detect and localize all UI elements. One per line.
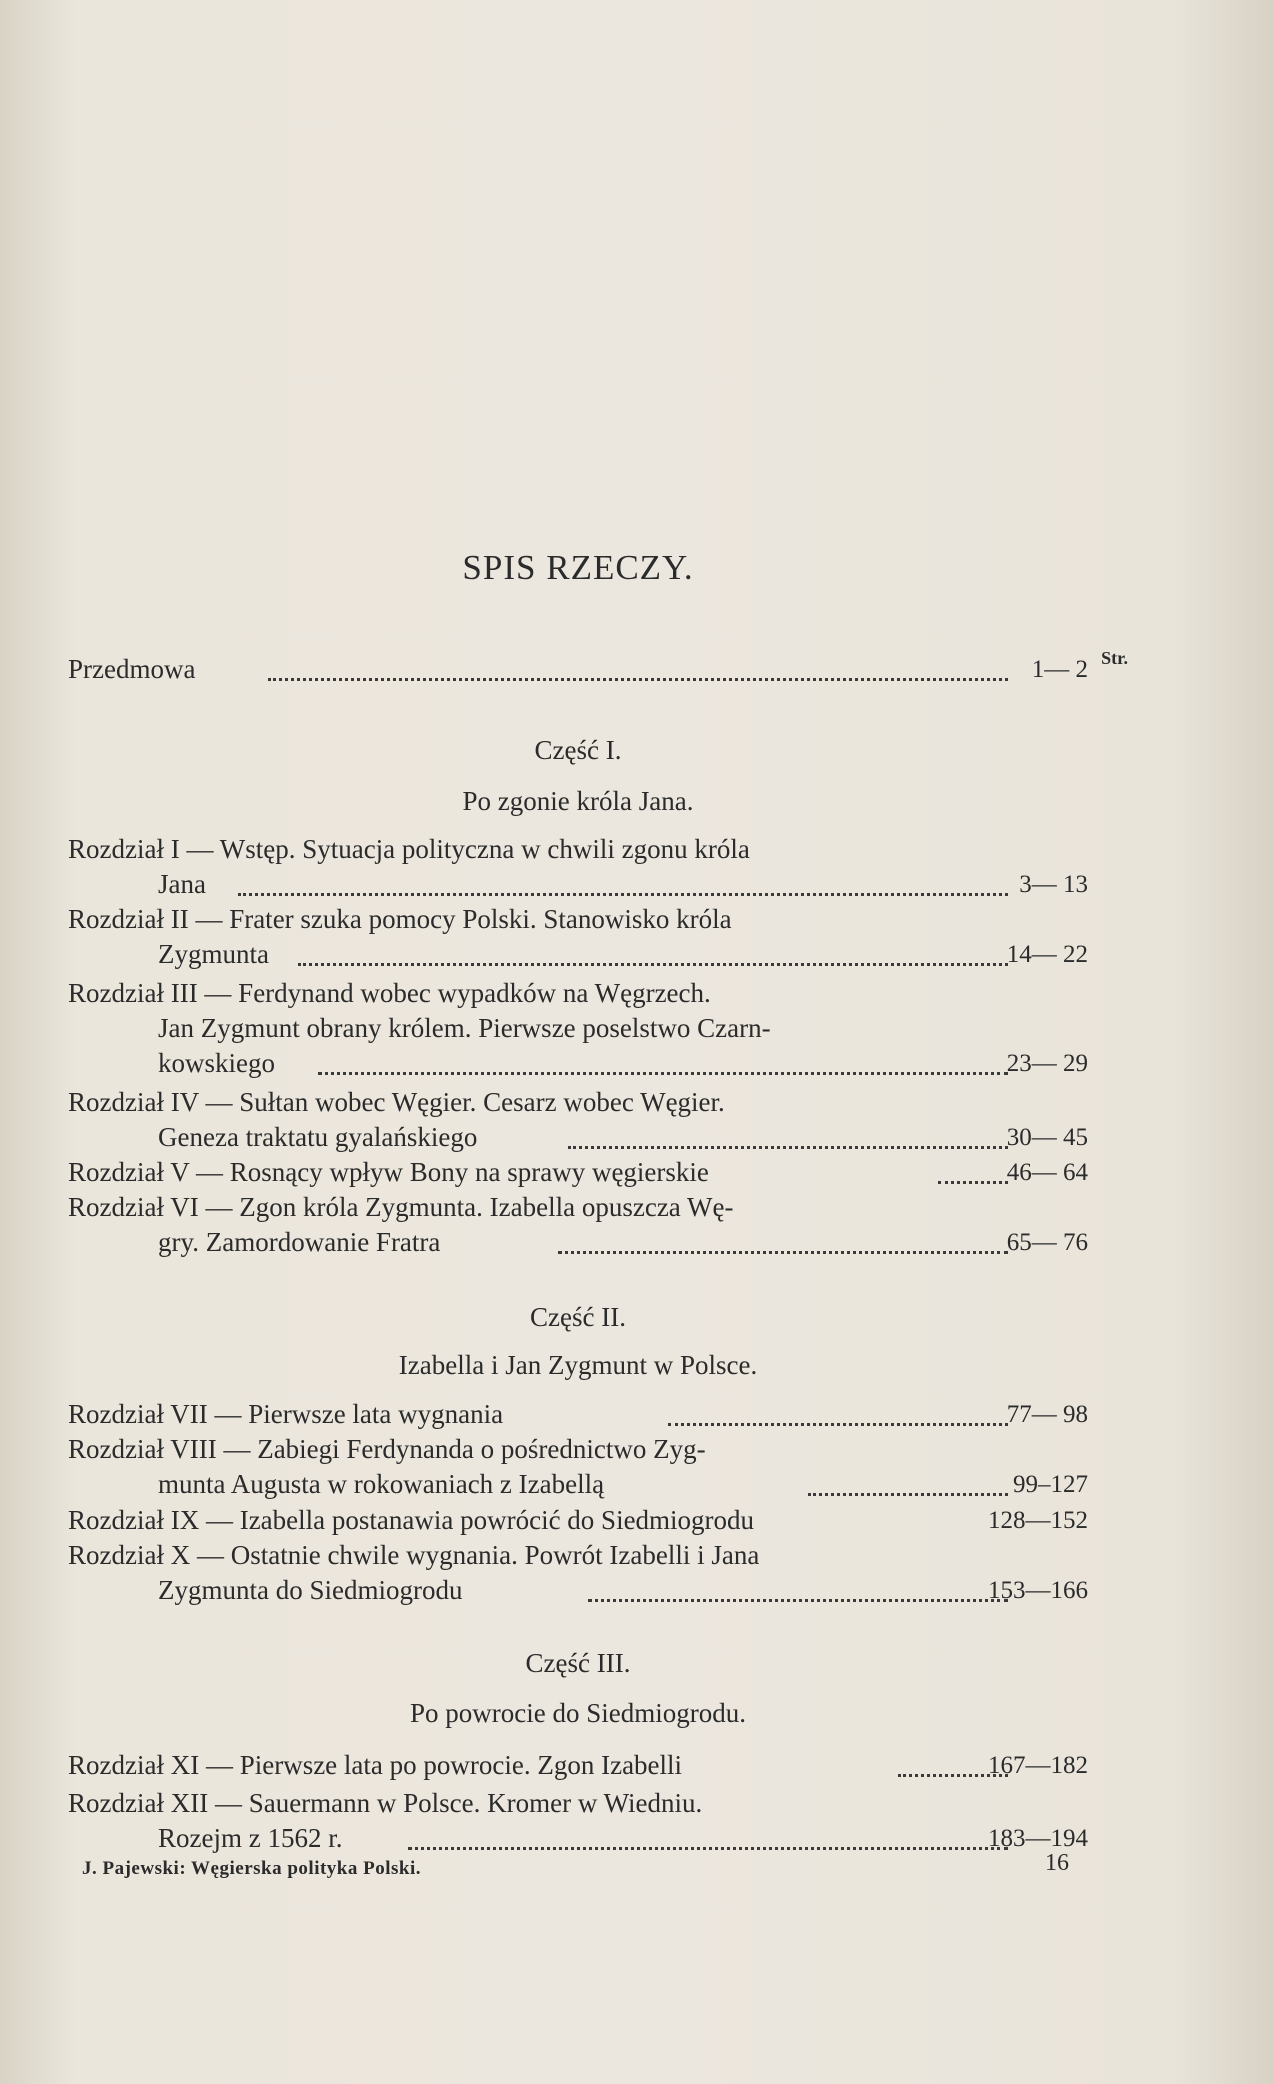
entry-line: kowskiego [68, 1046, 1088, 1081]
entry-line: Rozdział I — Wstęp. Sytuacja polityczna w chwili zgonu króla [68, 834, 750, 864]
chapter-pages: 23— 29 [1006, 1050, 1088, 1077]
entry-line: Rozdział XI — Pierwsze lata po powrocie. Zgon Izabelli [68, 1748, 1088, 1783]
entry-line: Rozdział IX — Izabella postanawia powrócić do Siedmiogrodu [68, 1505, 755, 1535]
leader-dots [298, 953, 1008, 966]
entry-line: Rozdział II — Frater szuka pomocy Polski. Stanowisko króla [68, 904, 732, 934]
leader-dots [268, 668, 1008, 681]
chapter-entry [68, 976, 1088, 1081]
chapter-entry [68, 1432, 1088, 1502]
entry-line: Rozdział VIII — Zabiegi Ferdynanda o pośrednictwo Zyg- [68, 1434, 706, 1464]
chapter-pages: 3— 13 [1019, 871, 1088, 898]
page-title: SPIS RZECZY. [462, 548, 694, 587]
part-1-heading: Część I. [534, 735, 622, 765]
chapter-pages: 167—182 [988, 1752, 1088, 1779]
entry-line: gry. Zamordowanie Fratra [68, 1225, 1088, 1260]
part-3-heading: Część III. [525, 1648, 631, 1678]
pages-column-label: Str. [1101, 648, 1128, 668]
entry-line: Rozejm z 1562 r. [68, 1821, 1088, 1856]
entry-line: Rozdział V — Rosnący wpływ Bony na sprawy węgierskie [68, 1155, 1088, 1190]
leader-dots [408, 1837, 1008, 1850]
entry-line [68, 652, 1088, 687]
entry-line: Rozdział VI — Zgon króla Zygmunta. Izabella opuszcza Wę- [68, 1192, 734, 1222]
preface-label: Przedmowa [68, 654, 196, 684]
part-2-heading: Część II. [530, 1302, 626, 1332]
chapter-pages: 77— 98 [1006, 1401, 1088, 1428]
entry-line: Rozdział VII — Pierwsze lata wygnania [68, 1397, 1088, 1432]
entry-line: Rozdział IV — Sułtan wobec Węgier. Cesarz wobec Węgier. [68, 1087, 725, 1117]
chapter-entry [68, 1503, 1088, 1538]
leader-dots [318, 1062, 1008, 1075]
chapter-entry [68, 1786, 1088, 1856]
chapter-pages: 14— 22 [1006, 941, 1088, 968]
chapter-entry [68, 1397, 1088, 1432]
chapter-pages: 30— 45 [1006, 1124, 1088, 1151]
leader-dots [558, 1241, 1008, 1254]
entry-line: Jan Zygmunt obrany królem. Pierwsze poselstwo Czarn- [158, 1013, 771, 1043]
leader-dots [238, 883, 1008, 896]
leader-dots [588, 1589, 1008, 1602]
sheet-number: 16 [1045, 1850, 1069, 1876]
entry-line: Zygmunta do Siedmiogrodu [68, 1573, 1088, 1608]
leader-dots [668, 1413, 1008, 1426]
chapter-pages: 99–127 [1013, 1471, 1088, 1498]
chapter-entry [68, 1085, 1088, 1155]
chapter-entry [68, 1190, 1088, 1260]
part-1-subtitle: Po zgonie króla Jana. [462, 786, 694, 816]
chapter-entry [68, 1155, 1088, 1190]
chapter-pages: 46— 64 [1006, 1159, 1088, 1186]
entry-line: Rozdział XII — Sauermann w Polsce. Kromer w Wiedniu. [68, 1788, 703, 1818]
entry-line: Rozdział III — Ferdynand wobec wypadków na Węgrzech. [68, 978, 711, 1008]
chapter-entry [68, 832, 1088, 902]
leader-dots [568, 1136, 1008, 1149]
chapter-entry [68, 1748, 1088, 1783]
chapter-pages: 183—194 [988, 1825, 1088, 1852]
part-3-subtitle: Po powrocie do Siedmiogrodu. [410, 1698, 746, 1728]
entry-line: Rozdział X — Ostatnie chwile wygnania. Powrót Izabelli i Jana [68, 1540, 760, 1570]
entry-line: Zygmunta [68, 937, 1088, 972]
entry-line: Geneza traktatu gyalańskiego [68, 1120, 1088, 1155]
chapter-pages: 128—152 [988, 1507, 1088, 1534]
part-2-subtitle: Izabella i Jan Zygmunt w Polsce. [398, 1350, 758, 1380]
chapter-entry [68, 902, 1088, 972]
entry-line: munta Augusta w rokowaniach z Izabellą [68, 1467, 1088, 1502]
entry-line: Jana [68, 867, 1088, 902]
preface-pages: 1— 2 [1031, 656, 1088, 683]
chapter-pages: 153—166 [988, 1577, 1088, 1604]
preface-entry [68, 652, 1088, 687]
chapter-entry [68, 1538, 1088, 1608]
printer-signature: J. Pajewski: Węgierska polityka Polski. [82, 1858, 421, 1879]
chapter-pages: 65— 76 [1006, 1229, 1088, 1256]
